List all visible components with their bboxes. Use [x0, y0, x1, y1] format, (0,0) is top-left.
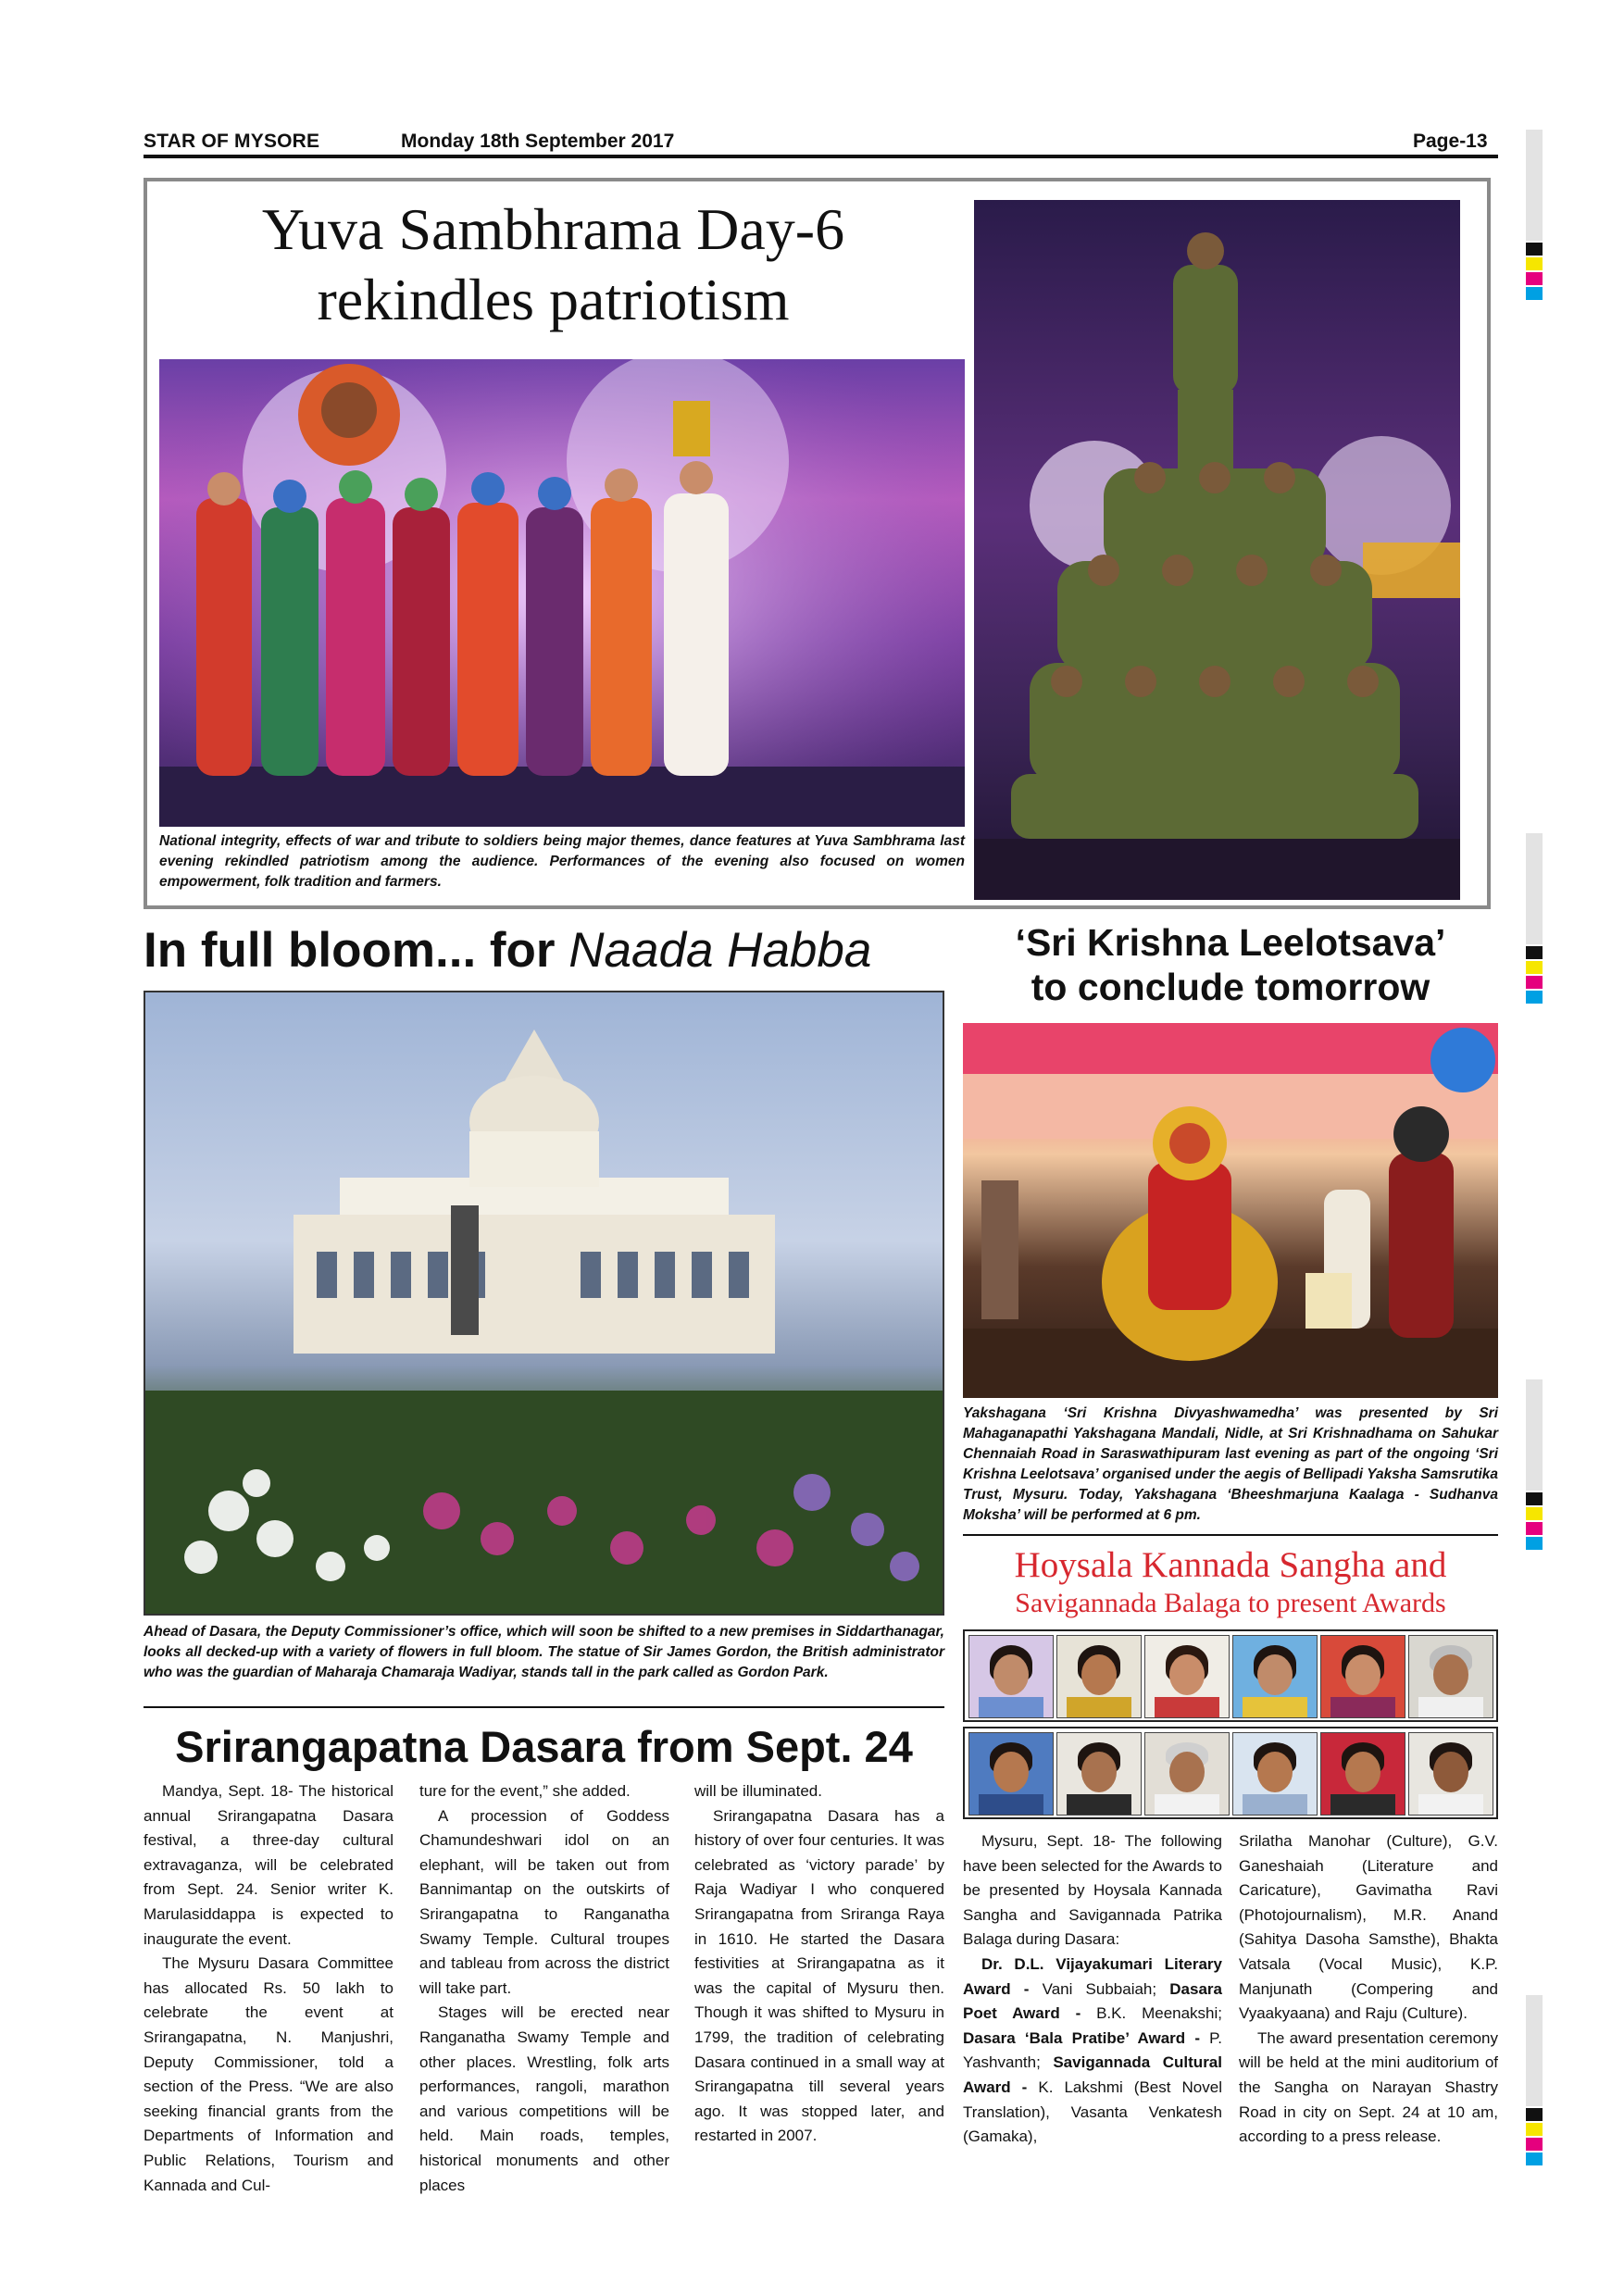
bloom-headline-plain: In full bloom... for — [144, 923, 569, 978]
krishna-headline-line1: ‘Sri Krishna Leelotsava’ — [1015, 921, 1446, 964]
awardee-photo — [1320, 1635, 1405, 1718]
yuva-dancers-photo — [159, 359, 965, 827]
registration-swatch-cyan — [1526, 991, 1543, 1004]
awardee-photo — [968, 1635, 1054, 1718]
hoysala-paragraph: The award presentation ceremony will be held at the mini auditorium of the Sangha on Narayan Shastry Road in city on Sept. 24 at 10 am, according to a press release. — [1239, 2028, 1498, 2146]
dasara-paragraph: ture for the event,” she added. — [419, 1782, 631, 1800]
award-label: Dasara ‘Bala Pratibe’ Award - — [963, 2028, 1210, 2047]
registration-bar-4 — [1526, 1995, 1543, 2106]
hoysala-column-2 — [1239, 1829, 1498, 2150]
krishna-yakshagana-photo — [963, 1023, 1498, 1398]
dasara-paragraph: Srirangapatna Dasara has a history of over four centuries. It was celebrated as ‘victory parade’ by Raja Wadiyar I who conquered Srirangapatna from Sriranga Raya in 1610. He started the Dasara festivities at Srirangapatna as it was the capital of Mysuru then. Though it was shifted to Mysuru in 1799, the tradition of celebrating Dasara continued in a small way at Srirangapatna till several years ago. It was stopped later, and restarted in 2007. — [694, 1806, 944, 2145]
registration-swatch-black — [1526, 946, 1543, 959]
running-head-paper: STAR OF MYSORE — [144, 131, 320, 152]
dasara-paragraph: Mandya, Sept. 18- The historical annual Srirangapatna Dasara festival, a three-day cultural extravaganza, will be celebrated from Sept. 24. Senior writer K. Marulasiddappa is expected to inaugurate the event. — [144, 1782, 394, 1948]
dasara-column-2 — [419, 1779, 669, 2198]
dasara-column-1 — [144, 1779, 394, 2198]
krishna-caption: Yakshagana ‘Sri Krishna Divyashwamedha’ was presented by Sri Mahaganapathi Yakshagana Mandali, Nidle, at Sri Krishnadhama on Sahukar Chennaiah Road in Saraswathipuram last evening as part of the ongoing ‘Sri Krishna Leelotsava’ organised under the aegis of Bellipadi Yaksha Samsrutika Trust, Mysuru. Today, Yakshagana ‘Bheeshmarjuna Kaalaga - Sudhanva Moksha’ will be performed at 6 pm. — [963, 1405, 1498, 1523]
registration-swatch-black — [1526, 1492, 1543, 1505]
awardee-photo — [1056, 1635, 1142, 1718]
registration-bar-1 — [1526, 130, 1543, 241]
yuva-headline-line1: Yuva Sambhrama Day-6 — [261, 196, 845, 262]
awardee-photo — [1056, 1732, 1142, 1816]
krishna-headline-line2: to conclude tomorrow — [1031, 966, 1430, 1008]
award-label: Dr. D.L. Vijayakumari Literary Award - — [963, 1954, 1222, 1998]
yuva-soldiers-illustration — [974, 200, 1460, 900]
bloom-caption-rule — [144, 1706, 944, 1708]
yuva-headline-line2: rekindles patriotism — [317, 267, 790, 332]
hoysala-paragraph: Srilatha Manohar (Culture), G.V. Ganeshaiah (Literature and Caricature), Gavimatha Ravi (Photojournalism), M.R. Anand (Sahitya Dasoha Samsthe), Bhakta Vatsala (Vocal Music), K.P. Manjunath (Compering and Vyaakyaana) and Raju (Culture). — [1239, 1832, 1498, 2023]
krishna-caption-rule — [963, 1534, 1498, 1536]
awardee-photo — [1232, 1732, 1318, 1816]
dasara-paragraph: Stages will be erected near Ranganatha Swamy Temple and other places. Wrestling, folk arts performances, rangoli, marathon and various competitions will be held. Main roads, temples, historical monuments and other places — [419, 2003, 669, 2194]
registration-swatch-yellow — [1526, 257, 1543, 270]
bloom-building-illustration — [145, 992, 943, 1614]
bloom-photo-dc-office — [144, 991, 944, 1616]
awardee-photo — [1232, 1635, 1318, 1718]
krishna-headline — [963, 920, 1498, 1009]
award-label: Savigannada Cultural Award - — [963, 2053, 1222, 2096]
hoysala-column-1 — [963, 1829, 1222, 2150]
bloom-headline — [144, 922, 871, 980]
registration-swatch-yellow — [1526, 2123, 1543, 2136]
registration-bar-3 — [1526, 1379, 1543, 1491]
dasara-headline: Srirangapatna Dasara from Sept. 24 — [175, 1722, 913, 1771]
awardee-photo — [1408, 1635, 1493, 1718]
awardee-photo — [1320, 1732, 1405, 1816]
award-name: Vani Subbaiah; — [1042, 1979, 1170, 1998]
registration-swatch-yellow — [1526, 961, 1543, 974]
registration-swatch-cyan — [1526, 2152, 1543, 2165]
registration-swatch-black — [1526, 243, 1543, 256]
registration-swatch-magenta — [1526, 2138, 1543, 2151]
award-name: P. Yashvanth; — [963, 2028, 1222, 2072]
yuva-soldiers-photo — [974, 200, 1460, 900]
dasara-paragraph: will be illuminated. — [694, 1782, 822, 1800]
registration-swatch-magenta — [1526, 1522, 1543, 1535]
awardee-photo — [1144, 1732, 1230, 1816]
yuva-dancers-illustration — [159, 359, 965, 827]
registration-swatch-magenta — [1526, 976, 1543, 989]
registration-swatch-black — [1526, 2108, 1543, 2121]
registration-swatch-cyan — [1526, 1537, 1543, 1550]
registration-swatch-yellow — [1526, 1507, 1543, 1520]
awardee-photos-row2 — [963, 1727, 1498, 1819]
yuva-caption: National integrity, effects of war and tribute to soldiers being major themes, dance features at Yuva Sambhrama last evening rekindled patriotism among the audience. Performances of the evening also focused on women empowerment, folk tradition and farmers. — [159, 833, 965, 890]
awardee-photo — [1408, 1732, 1493, 1816]
awardee-photos-row1 — [963, 1629, 1498, 1722]
bloom-caption: Ahead of Dasara, the Deputy Commissioner’s office, which will soon be shifted to a new premises in Siddarthanagar, looks all decked-up with a variety of flowers in full bloom. The statue of Sir James Gordon, the British administrator who was the guardian of Maharaja Chamaraja Wadiyar, stands tall in the park called as Gordon Park. — [144, 1624, 944, 1680]
hoysala-headline-line2: Savigannada Balaga to present Awards — [1015, 1588, 1446, 1618]
hoysala-headline-line1: Hoysala Kannada Sangha and — [1014, 1545, 1447, 1585]
running-head-page: Page-13 — [1413, 131, 1488, 152]
dasara-paragraph: A procession of Goddess Chamundeshwari idol on an elephant, will be taken out from Bannimantap on the outskirts of Srirangapatna to Ranganatha Swamy Temple. Cultural troupes and tableau from across the district will take part. — [419, 1806, 669, 1997]
masthead-rule — [144, 155, 1498, 158]
awardee-photo — [1144, 1635, 1230, 1718]
award-label: Dasara Poet Award - — [963, 1979, 1222, 2023]
bloom-headline-italic: Naada Habba — [568, 923, 872, 978]
registration-bar-2 — [1526, 833, 1543, 944]
awardee-photo — [968, 1732, 1054, 1816]
dasara-column-3 — [694, 1779, 944, 2149]
krishna-yakshagana-illustration — [963, 1023, 1498, 1398]
hoysala-awards-list — [963, 1953, 1222, 2150]
hoysala-paragraph: Mysuru, Sept. 18- The following have been selected for the Awards to be presented by Hoysala Kannada Sangha and Savigannada Patrika Balaga during Dasara: — [963, 1832, 1222, 1949]
dasara-paragraph: The Mysuru Dasara Committee has allocated Rs. 50 lakh to celebrate the event at Srirangapatna, N. Manjushri, Deputy Commissioner, told a section of the Press. “We are also seeking financial grants from the Departments of Information and Public Relations, Tourism and Kannada and Cul- — [144, 1954, 394, 2194]
registration-swatch-magenta — [1526, 272, 1543, 285]
running-head-date: Monday 18th September 2017 — [401, 131, 675, 152]
registration-swatch-cyan — [1526, 287, 1543, 300]
award-name: K. Lakshmi (Best Novel Translation), Vasanta Venkatesh (Gamaka), — [963, 2078, 1222, 2146]
yuva-headline — [157, 194, 949, 335]
award-name: B.K. Meenakshi; — [1096, 2004, 1223, 2023]
hoysala-headline — [963, 1544, 1498, 1620]
